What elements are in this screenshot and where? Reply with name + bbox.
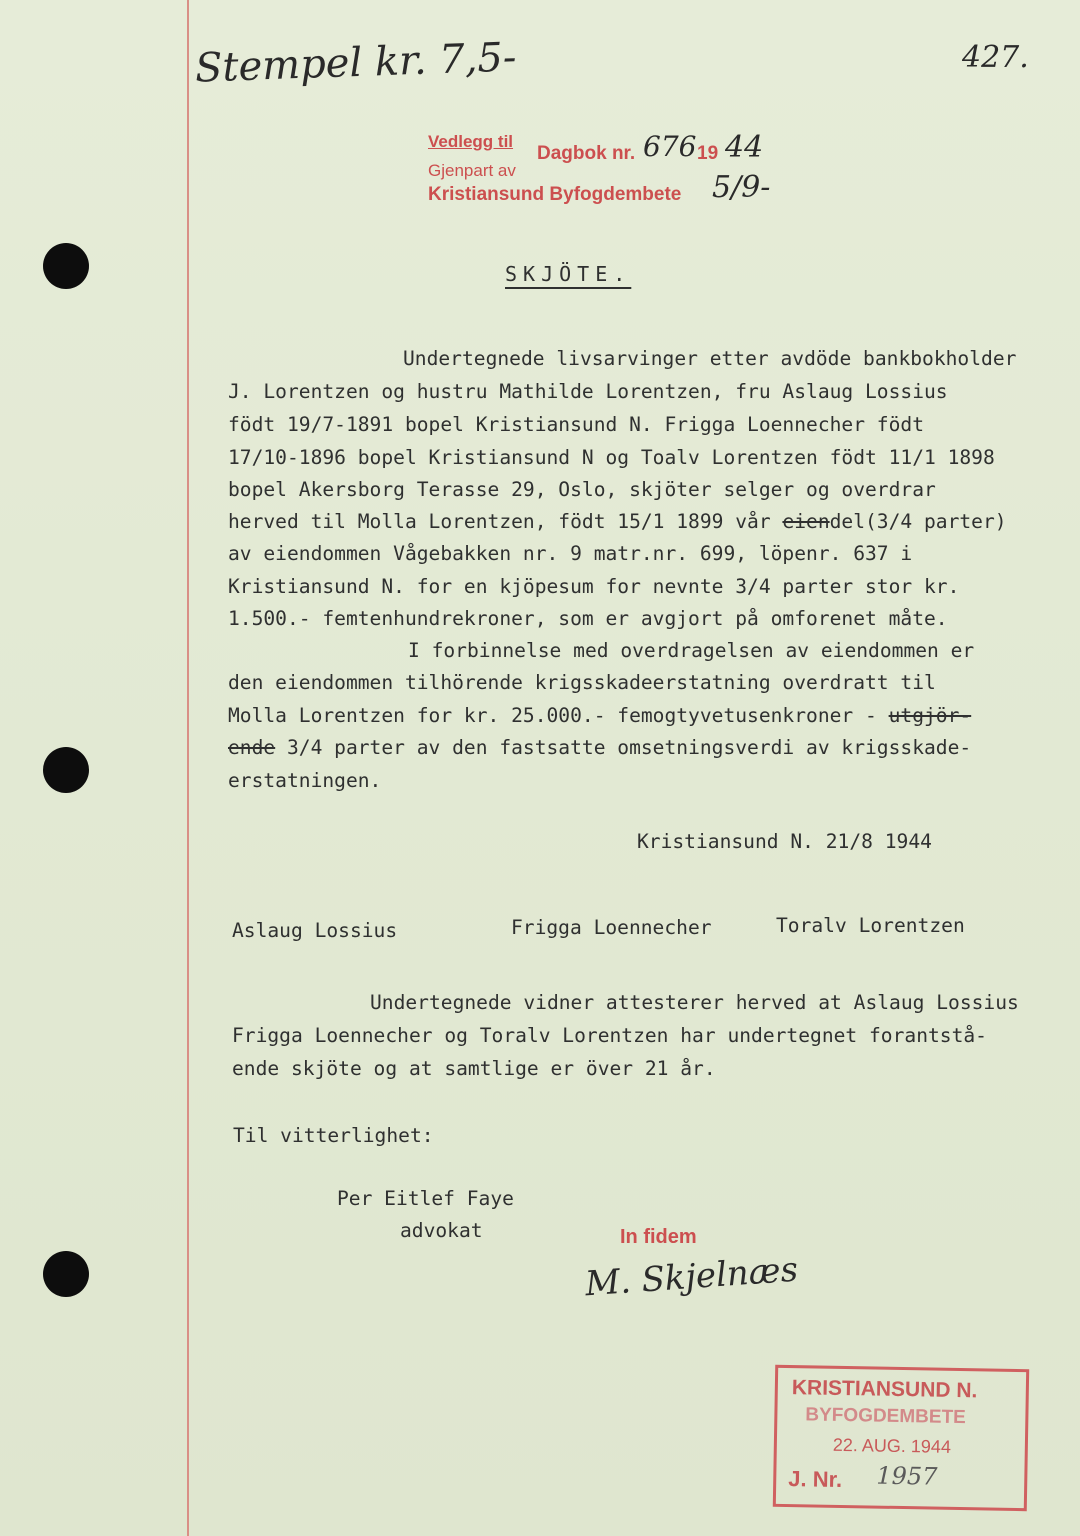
body-text: del(3/4 parter) (829, 510, 1007, 533)
signatory: Toralv Lorentzen (776, 914, 965, 937)
body-text: herved til Molla Lorentzen, födt 15/1 1899 vår (228, 510, 783, 533)
court-stamp-line1: KRISTIANSUND N. (791, 1376, 978, 1403)
stempel-note: Stempel kr. 7,5- (194, 34, 518, 92)
stamp-dagbok-number: 676 (643, 130, 697, 163)
court-stamp-line2: BYFOGDEMBETE (805, 1404, 967, 1429)
court-stamp (773, 1365, 1029, 1511)
struck-text: ende (228, 736, 276, 759)
fidem-signature: M. Skjelnæs (583, 1249, 800, 1305)
body-line: Kristiansund N. for en kjöpesum for nevnte 3/4 parter stor kr. (228, 575, 960, 598)
body-line: Frigga Loennecher og Toralv Lorentzen har undertegnet forantstå- (232, 1024, 987, 1047)
stamp-vedlegg: Vedlegg til (428, 132, 514, 151)
stamp-gjenpart: Gjenpart av (428, 161, 516, 180)
place-date: Kristiansund N. 21/8 1944 (637, 830, 932, 853)
body-line (228, 510, 1007, 533)
punch-hole (43, 243, 89, 289)
body-line: den eiendommen tilhörende krigsskadeerstatning overdratt til (228, 671, 936, 694)
body-line: födt 19/7-1891 bopel Kristiansund N. Frigga Loennecher födt (228, 413, 924, 436)
punch-hole (43, 747, 89, 793)
margin-rule (187, 0, 189, 1536)
struck-text: eien (782, 510, 830, 533)
body-line (228, 736, 971, 759)
body-line: J. Lorentzen og hustru Mathilde Lorentzen, fru Aslaug Lossius (228, 380, 948, 403)
witness-title: advokat (400, 1219, 483, 1242)
stamp-year-prefix: 19 (697, 143, 719, 164)
punch-hole (43, 1251, 89, 1297)
witness-label: Til vitterlighet: (233, 1124, 434, 1147)
signatory: Frigga Loennecher (511, 916, 712, 939)
witness-name: Per Eitlef Faye (337, 1187, 514, 1210)
court-stamp-date: 22. AUG. 1944 (832, 1434, 952, 1457)
body-line: I forbinnelse med overdragelsen av eiendommen er (408, 639, 975, 662)
body-line: av eiendommen Vågebakken nr. 9 matr.nr. 699, löpenr. 637 i (228, 542, 913, 565)
page-number: 427. (962, 40, 1029, 75)
body-line: 1.500.- femtenhundrekroner, som er avgjort på omforenet måte. (228, 607, 948, 630)
body-line (228, 704, 971, 727)
body-line: Undertegnede vidner attesterer herved at Aslaug Lossius (370, 991, 1019, 1014)
body-line: erstatningen. (228, 769, 382, 792)
court-stamp-jnr-label: J. Nr. (788, 1466, 843, 1492)
struck-text: utgjör- (888, 704, 972, 727)
stamp-dagbok: Dagbok nr. (537, 143, 636, 164)
body-line: ende skjöte og at samtlige er över 21 år. (232, 1057, 716, 1080)
court-stamp-jnr-value: 1957 (876, 1461, 938, 1491)
stamp-year-suffix: 44 (725, 130, 764, 165)
in-fidem-stamp: In fidem (620, 1226, 697, 1248)
body-line: bopel Akersborg Terasse 29, Oslo, skjöter selger og overdrar (228, 478, 936, 501)
body-text: Molla Lorentzen for kr. 25.000.- femogtyvetusenkroner - (228, 704, 889, 727)
body-text: 3/4 parter av den fastsatte omsetningsverdi av krigsskade- (275, 736, 972, 759)
stamp-date: 5/9- (712, 170, 771, 205)
body-line: 17/10-1896 bopel Kristiansund N og Toalv Lorentzen födt 11/1 1898 (228, 446, 995, 469)
document-title: SKJÖTE. (505, 262, 632, 286)
signatory: Aslaug Lossius (232, 919, 398, 942)
stamp-office: Kristiansund Byfogdembete (428, 184, 682, 205)
body-line: Undertegnede livsarvinger etter avdöde bankbokholder (403, 347, 1017, 370)
